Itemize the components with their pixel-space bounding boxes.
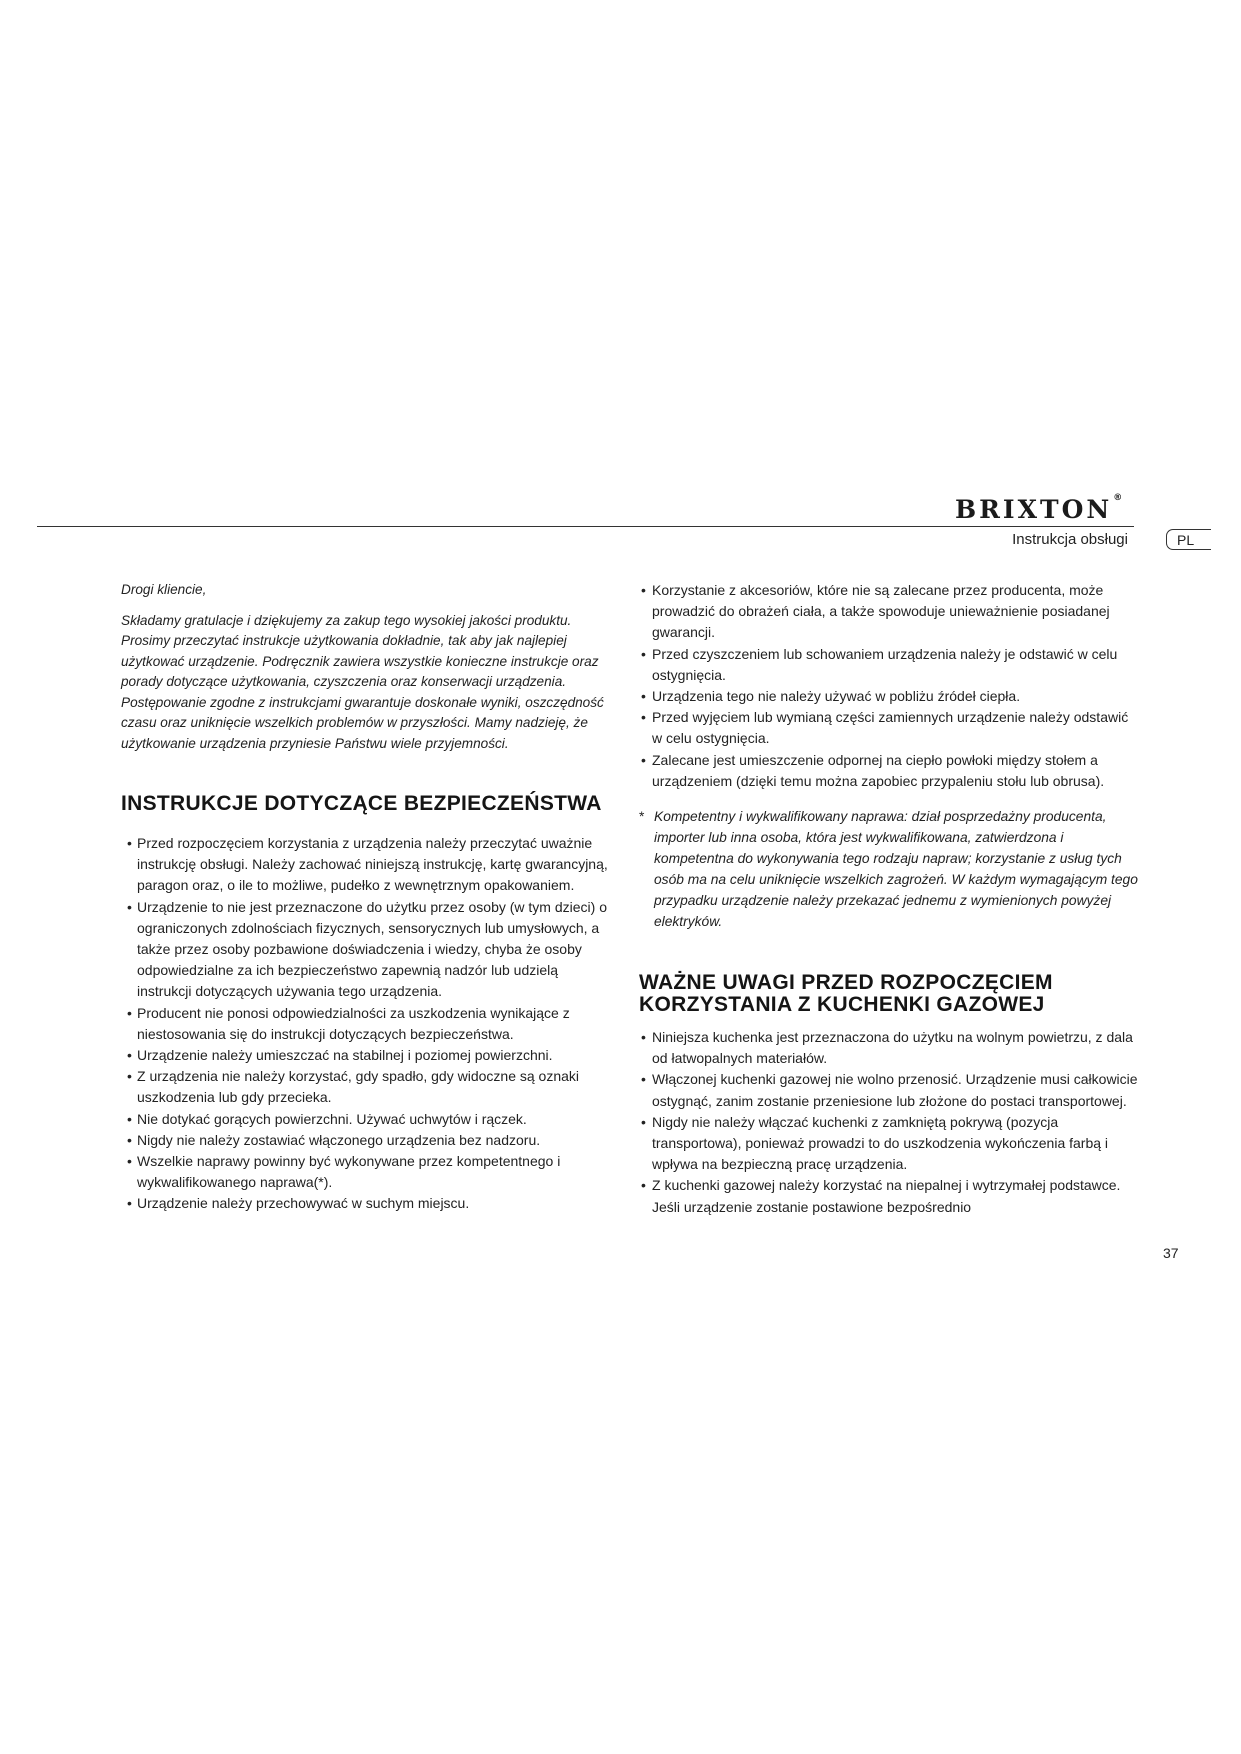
list-item-text: Z urządzenia nie należy korzystać, gdy spadło, gdy widoczne są oznaki uszkodzenia lub gdy przecieka.	[137, 1068, 580, 1106]
list-item	[639, 1175, 1139, 1217]
list-item-text: Włączonej kuchenki gazowej nie wolno przenosić. Urządzenie musi całkowicie ostygnąć, zanim zostanie przeniesione lub złożone do postaci transportowej.	[652, 1071, 1138, 1109]
list-item-text: Zalecane jest umieszczenie odpornej na ciepło powłoki między stołem a urządzeniem (dzięki temu można zapobiec przypaleniu stołu lub obrusa).	[652, 751, 1105, 789]
list-item-text: Urządzenie należy umieszczać na stabilnej i poziomej powierzchni.	[137, 1047, 553, 1064]
list-item	[121, 1193, 611, 1214]
list-item-text: Przed rozpoczęciem korzystania z urządzenia należy przeczytać uważnie instrukcję obsługi. Należy zachować niniejszą instrukcję, kartę gwarancyjną, paragon oraz, o ile to możliwe, pudełko z wewnętrznym opakowaniem.	[137, 835, 608, 894]
bullet: •	[641, 1177, 646, 1194]
list-item-text: Nigdy nie należy zostawiać włączonego urządzenia bez nadzoru.	[137, 1131, 541, 1148]
list-item	[639, 1069, 1139, 1111]
list-item	[639, 1027, 1139, 1069]
bullet: •	[641, 582, 646, 598]
bullet: •	[127, 1195, 132, 1212]
safety-list-continued	[639, 580, 1139, 792]
list-item-text: Urządzenie to nie jest przeznaczone do użytku przez osoby (w tym dzieci) o ograniczonych zdolnościach fizycznych, sensorycznych lub umysłowych, a także przez osoby pozbawione doświadczenia i wiedzy, chyba że osoby odpowiedzialne za ich bezpieczeństwo zapewnią nadzór lub udzielą instrukcji dotyczących używania tego urządzenia.	[137, 898, 607, 1000]
list-item-text: Urządzenie należy przechowywać w suchym miejscu.	[137, 1195, 470, 1212]
gas-heading	[639, 972, 1139, 1016]
greeting: Drogi kliencie,	[121, 582, 207, 597]
bullet: •	[641, 1113, 646, 1130]
bullet: •	[641, 751, 646, 768]
right-column	[639, 580, 1139, 1218]
list-item	[639, 644, 1139, 686]
safety-list	[121, 833, 611, 1215]
gas-list	[639, 1027, 1139, 1218]
list-item	[121, 1066, 611, 1108]
list-item	[639, 707, 1139, 749]
bullet: •	[641, 688, 646, 705]
list-item-text: Producent nie ponosi odpowiedzialności za uszkodzenia wynikające z niestosowania się do instrukcji dotyczących bezpieczeństwa.	[137, 1004, 570, 1042]
bullet: •	[127, 1110, 132, 1127]
intro-body: Składamy gratulacje i dziękujemy za zakup tego wysokiej jakości produktu. Prosimy przeczytać instrukcje użytkowania dokładnie, tak aby jak najlepiej użytkować urządzenie. Podręcznik zawiera wszystkie konieczne instrukcje oraz porady dotyczące użytkowania, czyszczenia oraz konserwacji urządzenia. Postępowanie zgodne z instrukcjami gwarantuje doskonałe wyniki, oszczędność czasu oraz uniknięcie wszelkich problemów w przyszłości. Mamy nadzieję, że użytkowanie urządzenia przyniesie Państwu wiele przyjemności.	[121, 612, 604, 751]
list-item-text: Wszelkie naprawy powinny być wykonywane przez kompetentnego i wykwalifikowanego naprawa(*).	[137, 1153, 561, 1191]
list-item-text: Niniejsza kuchenka jest przeznaczona do użytku na wolnym powietrzu, z dala od łatwopalnych materiałów.	[652, 1029, 1133, 1067]
bullet: •	[127, 1047, 132, 1064]
intro-text	[121, 580, 611, 754]
list-item-text: Przed wyjęciem lub wymianą części zamiennych urządzenie należy odstawić w celu ostygnięcia.	[652, 709, 1129, 747]
safety-heading: INSTRUKCJE DOTYCZĄCE BEZPIECZEŃSTWA	[121, 792, 602, 815]
list-item-text: Z kuchenki gazowej należy korzystać na niepalnej i wytrzymałej podstawce. Jeśli urządzenie zostanie postawione bezpośrednio	[652, 1177, 1121, 1215]
footnote-text: Kompetentny i wykwalifikowany naprawa: dział posprzedażny producenta, importer lub inna osoba, która jest wykwalifikowana, zatwierdzona i kompetentna do wykonywania tego rodzaju napraw; korzystanie z usług tych osób ma na celu uniknięcie wszelkich zagrożeń. W każdym wymagającym tego przypadku urządzenie należy przekazać jednemu z wymienionych powyżej elektryków.	[654, 809, 1138, 930]
list-item	[121, 897, 611, 1003]
bullet: •	[127, 1153, 132, 1170]
document-title: Instrukcja obsługi	[1012, 531, 1128, 548]
brand-name: BRIXTON	[955, 495, 1113, 524]
list-item	[639, 1112, 1139, 1176]
bullet: •	[127, 835, 132, 851]
bullet: •	[127, 1131, 132, 1148]
bullet: •	[641, 1029, 646, 1046]
brand-logo	[955, 495, 1121, 524]
list-item-text: Korzystanie z akcesoriów, które nie są zalecane przez producenta, może prowadzić do obrażeń ciała, a także spowoduje unieważnienie posiadanej gwarancji.	[652, 582, 1110, 641]
bullet: •	[641, 1071, 646, 1088]
bullet: •	[127, 898, 132, 915]
list-item-text: Urządzenia tego nie należy używać w pobliżu źródeł ciepła.	[652, 688, 1021, 705]
bullet: •	[641, 645, 646, 662]
left-column	[121, 580, 611, 1215]
list-item	[121, 1003, 611, 1045]
gas-heading-line2: KORZYSTANIA Z KUCHENKI GAZOWEJ	[639, 993, 1045, 1017]
footnote	[639, 806, 1139, 932]
bullet: •	[641, 709, 646, 726]
trademark-symbol: ®	[1113, 493, 1123, 503]
list-item	[121, 833, 611, 897]
list-item	[121, 1045, 611, 1066]
page-number: 37	[1163, 1245, 1179, 1261]
bullet: •	[127, 1004, 132, 1021]
list-item-text: Nie dotykać gorących powierzchni. Używać uchwytów i rączek.	[137, 1110, 527, 1127]
list-item	[121, 1130, 611, 1151]
bullet: •	[127, 1068, 132, 1085]
list-item	[639, 580, 1139, 644]
list-item	[121, 1109, 611, 1130]
list-item-text: Nigdy nie należy włączać kuchenki z zamkniętą pokrywą (pozycja transportowa), ponieważ prowadzi to do uszkodzenia wykończenia farbą i wpływa na bezpieczną pracę urządzenia.	[652, 1113, 1109, 1173]
language-tab: PL	[1166, 529, 1211, 550]
footnote-mark: *	[639, 809, 645, 825]
list-item	[639, 750, 1139, 792]
header-rule	[37, 526, 1134, 527]
list-item	[121, 1151, 611, 1193]
gas-heading-line1: WAŻNE UWAGI PRZED ROZPOCZĘCIEM	[639, 971, 1053, 995]
list-item-text: Przed czyszczeniem lub schowaniem urządzenia należy je odstawić w celu ostygnięcia.	[652, 645, 1118, 683]
list-item	[639, 686, 1139, 707]
